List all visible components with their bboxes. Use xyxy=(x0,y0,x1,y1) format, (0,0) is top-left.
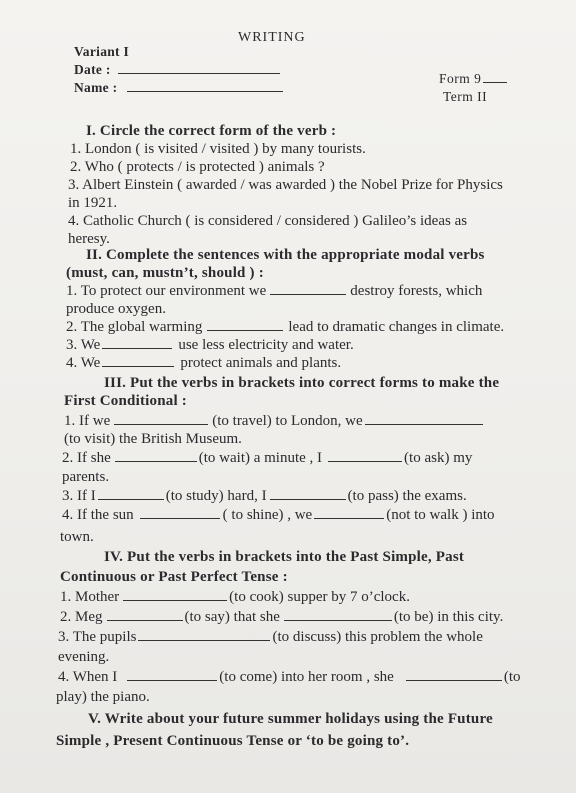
s2-line: 4. We protect animals and plants. xyxy=(66,355,342,371)
section-3-heading-cont: First Conditional : xyxy=(64,393,187,409)
s4-line: evening. xyxy=(58,649,110,665)
section-1-heading: I. Circle the correct form of the verb : xyxy=(86,123,337,139)
s4-line: 3. The pupils (to discuss) this problem the whole xyxy=(58,629,483,645)
section-5-heading: V. Write about your future summer holidays using the Future xyxy=(88,711,493,727)
s3-line: (to visit) the British Museum. xyxy=(64,431,242,447)
name-blank xyxy=(127,91,283,92)
s3-line: 3. If I (to study) hard, I (to pass) the exams. xyxy=(62,488,467,504)
name-label: Name : xyxy=(74,80,118,95)
name-field xyxy=(74,80,283,96)
section-4-heading-cont: Continuous or Past Perfect Tense : xyxy=(60,569,288,585)
s1-line: in 1921. xyxy=(68,195,118,211)
s3-line: 2. If she (to wait) a minute , I (to ask) my xyxy=(62,450,473,466)
s2-line: 1. To protect our environment we destroy forests, which xyxy=(66,283,483,299)
section-4-heading: IV. Put the verbs in brackets into the Past Simple, Past xyxy=(104,549,465,565)
section-2-heading: II. Complete the sentences with the appropriate modal verbs xyxy=(86,247,485,263)
section-5-heading-cont: Simple , Present Continuous Tense or ‘to be going to’. xyxy=(56,733,410,749)
s4-line: 1. Mother (to cook) supper by 7 o’clock. xyxy=(60,589,410,605)
form-blank xyxy=(483,82,507,83)
s2-line: 3. We use less electricity and water. xyxy=(66,337,354,353)
s3-line: 1. If we (to travel) to London, we xyxy=(64,412,483,430)
s1-line: 3. Albert Einstein ( awarded / was awarded ) the Nobel Prize for Physics xyxy=(68,177,503,193)
s1-line: 1. London ( is visited / visited ) by many tourists. xyxy=(70,141,366,157)
term-label: Term II xyxy=(443,89,488,104)
section-2-heading-cont: (must, can, mustn’t, should ) : xyxy=(66,265,264,281)
s3-line: town. xyxy=(60,529,94,545)
s2-line: 2. The global warming lead to dramatic changes in climate. xyxy=(66,319,505,335)
s1-line: heresy. xyxy=(68,231,110,247)
s3-line: parents. xyxy=(62,469,110,485)
s3-line: 4. If the sun ( to shine) , we (not to walk ) into xyxy=(62,507,495,523)
variant-label: Variant I xyxy=(74,44,130,59)
form-text: Form 9 xyxy=(439,71,482,86)
s4-line: 2. Meg (to say) that she (to be) in this city. xyxy=(60,609,504,625)
s4-line: play) the piano. xyxy=(56,689,150,705)
s4-line: 4. When I (to come) into her room , she (to xyxy=(58,669,521,685)
s1-line: 2. Who ( protects / is protected ) animals ? xyxy=(70,159,325,175)
section-3-heading: III. Put the verbs in brackets into correct forms to make the xyxy=(104,375,500,391)
date-field xyxy=(74,62,280,78)
s1-line: 4. Catholic Church ( is considered / considered ) Galileo’s ideas as xyxy=(68,213,468,229)
date-blank xyxy=(118,73,280,74)
page-title: WRITING xyxy=(238,30,306,45)
form-label xyxy=(439,71,507,87)
date-label: Date : xyxy=(74,62,111,77)
s2-line: produce oxygen. xyxy=(66,301,166,317)
